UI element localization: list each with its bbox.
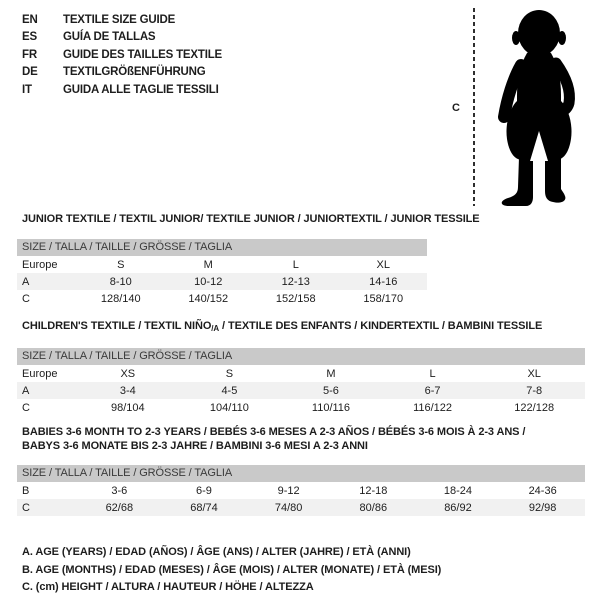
height-measure-figure xyxy=(0,0,600,210)
size-cell: XL xyxy=(527,367,541,380)
size-cell: 12-13 xyxy=(281,275,310,288)
title-subscript: /A xyxy=(211,324,220,333)
size-cell: 74/80 xyxy=(274,501,303,514)
table-row xyxy=(17,482,585,499)
note-age-years: A. AGE (YEARS) / EDAD (AÑOS) / ÂGE (ANS) / ALTER (JAHRE) / ETÀ (ANNI) xyxy=(22,546,411,558)
junior-table-title: JUNIOR TEXTILE / TEXTIL JUNIOR/ TEXTILE JUNIOR / JUNIORTEXTIL / JUNIOR TESSILE xyxy=(22,213,480,225)
row-label: A xyxy=(22,384,30,397)
size-cell: 92/98 xyxy=(528,501,557,514)
table-row xyxy=(17,399,585,416)
guide-title: TEXTILE SIZE GUIDE xyxy=(63,13,176,26)
language-code: DE xyxy=(22,66,38,79)
table-row xyxy=(17,382,585,399)
title-text: CHILDREN'S TEXTILE / TEXTIL NIÑO xyxy=(22,320,212,332)
table-row xyxy=(17,256,427,273)
size-cell: 110/116 xyxy=(311,401,351,414)
title-line: BABIES 3-6 MONTH TO 2-3 YEARS / BEBÉS 3-6 MESES A 2-3 AÑOS / BÉBÉS 3-6 MOIS À 2-3 ANS / xyxy=(22,426,526,438)
size-cell: 3-6 xyxy=(111,484,128,497)
table-row xyxy=(17,365,585,382)
guide-title: GUIDE DES TAILLES TEXTILE xyxy=(63,48,222,61)
guide-title: TEXTILGRÖßENFÜHRUNG xyxy=(63,66,206,79)
size-cell: 68/74 xyxy=(190,501,218,514)
size-cell: 158/170 xyxy=(363,292,404,305)
size-cell: 62/68 xyxy=(105,501,134,514)
table-row xyxy=(17,499,585,516)
row-label: Europe xyxy=(22,367,58,380)
size-header-bar: SIZE / TALLA / TAILLE / GRÖSSE / TAGLIA xyxy=(17,465,585,482)
size-cell: XL xyxy=(376,258,390,271)
row-label: A xyxy=(22,275,30,288)
guide-title: GUIDA ALLE TAGLIE TESSILI xyxy=(63,83,219,96)
children-size-table xyxy=(17,365,585,416)
size-cell: M xyxy=(326,367,336,380)
row-label: C xyxy=(22,292,30,305)
legend-notes xyxy=(22,544,441,597)
row-label: C xyxy=(22,401,30,414)
size-cell: 5-6 xyxy=(323,384,339,397)
size-cell: 6-7 xyxy=(424,384,441,397)
note-age-months: B. AGE (MONTHS) / EDAD (MESES) / ÂGE (MOIS) / ALTER (MONATE) / ETÀ (MESI) xyxy=(22,563,442,576)
size-header-bar: SIZE / TALLA / TAILLE / GRÖSSE / TAGLIA xyxy=(17,348,585,365)
row-label: Europe xyxy=(22,258,58,271)
title-text: / TEXTILE DES ENFANTS / KINDERTEXTIL / BAMBINI TESSILE xyxy=(219,320,543,332)
size-cell: 98/104 xyxy=(110,401,145,414)
size-cell: 128/140 xyxy=(100,292,141,305)
guide-title: GUÍA DE TALLAS xyxy=(63,31,156,44)
size-cell: 12-18 xyxy=(359,484,388,497)
language-code: IT xyxy=(22,83,32,96)
babies-textile-section xyxy=(17,425,585,516)
size-cell: 6-9 xyxy=(196,484,212,497)
size-cell: 14-16 xyxy=(369,275,398,288)
size-cell: 116/122 xyxy=(413,401,453,414)
size-cell: 104/110 xyxy=(209,401,249,414)
size-cell: 4-5 xyxy=(221,384,238,397)
size-cell: 8-10 xyxy=(109,275,132,288)
size-cell: 3-4 xyxy=(119,384,136,397)
junior-size-table xyxy=(17,256,427,307)
size-cell: 80/86 xyxy=(359,501,388,514)
size-cell: 18-24 xyxy=(443,484,473,497)
size-cell: L xyxy=(292,258,299,271)
size-cell: 86/92 xyxy=(444,501,472,514)
junior-textile-section xyxy=(17,212,480,307)
size-cell: 122/128 xyxy=(514,401,555,414)
height-dashed-line xyxy=(473,8,475,206)
size-cell: XS xyxy=(120,367,136,380)
children-table-title xyxy=(17,319,585,336)
children-textile-section xyxy=(17,319,585,416)
babies-size-table xyxy=(17,482,585,516)
size-cell: S xyxy=(117,258,125,271)
babies-table-title xyxy=(17,425,585,453)
size-cell: 24-36 xyxy=(528,484,557,497)
language-code: EN xyxy=(22,13,38,26)
row-label: B xyxy=(22,484,30,497)
size-cell: 140/152 xyxy=(188,292,229,305)
size-cell: 10-12 xyxy=(194,275,223,288)
language-code: FR xyxy=(22,48,37,61)
size-cell: L xyxy=(429,367,436,380)
table-row xyxy=(17,290,427,307)
size-cell: S xyxy=(225,367,234,380)
title-line: BABYS 3-6 MONATE BIS 2-3 JAHRE / BAMBINI 3-6 MESI A 2-3 ANNI xyxy=(22,440,368,452)
size-cell: 7-8 xyxy=(526,384,543,397)
size-header-bar: SIZE / TALLA / TAILLE / GRÖSSE / TAGLIA xyxy=(17,239,427,256)
size-cell: M xyxy=(203,258,213,271)
size-cell: 152/158 xyxy=(275,292,316,305)
note-height: C. (cm) HEIGHT / ALTURA / HAUTEUR / HÖHE / ALTEZZA xyxy=(22,581,314,593)
height-measure-label: C xyxy=(452,102,460,114)
toddler-silhouette-icon xyxy=(487,7,593,207)
language-code: ES xyxy=(22,31,37,44)
table-row xyxy=(17,273,427,290)
size-cell: 9-12 xyxy=(277,484,300,497)
row-label: C xyxy=(22,501,30,514)
